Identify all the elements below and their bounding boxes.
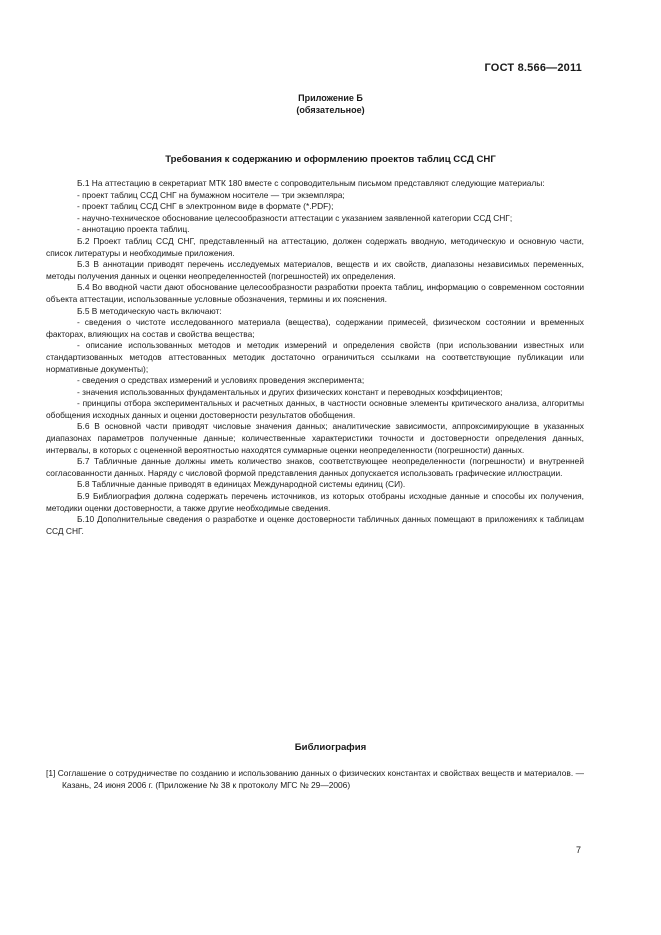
list-item: - проект таблиц ССД СНГ в электронном виде в формате (*.PDF); — [77, 201, 334, 212]
list-item: - сведения о чистоте исследованного материала (вещества), содержании примесей, физическом состоянии и временных факторах, влияющих на состав и свойства вещества; — [46, 317, 584, 339]
list-item: - проект таблиц ССД СНГ на бумажном носителе — три экземпляра; — [77, 189, 345, 200]
appendix-heading — [0, 92, 661, 116]
standard-number: ГОСТ 8.566—2011 — [484, 62, 582, 74]
section-title: Требования к содержанию и оформлению проектов таблиц ССД СНГ — [165, 154, 496, 165]
appendix-label: Приложение Б — [298, 93, 363, 103]
list-item: - описание использованных методов и методик измерений и определения свойств (при использовании известных или стандартизованных методов аттестованных методик достаточно ограничиться ссылками на соответствующие публикации или нормативные документы); — [46, 340, 584, 374]
paragraph-b3: Б.3 В аннотации приводят перечень исследуемых материалов, веществ и их свойств, диапазоны независимых переменных, методы получения данных и оценки неопределенностей (погрешностей) их определения. — [46, 259, 584, 281]
paragraph-b8: Б.8 Табличные данные приводят в единицах Международной системы единиц (СИ). — [77, 479, 406, 490]
bibliography-list — [46, 768, 584, 791]
body-text — [46, 178, 584, 537]
bibliography-title: Библиография — [294, 742, 367, 753]
list-item: - значения использованных фундаментальных и других физических констант и переводных коэффициентов; — [77, 386, 503, 397]
list-item: - принципы отбора экспериментальных и расчетных данных, в частности основные элементы критического анализа, алгоритмы обобщения исходных данных и оценки достоверности результатов обобщения. — [46, 398, 584, 420]
paragraph-b4: Б.4 Во вводной части дают обоснование целесообразности разработки проекта таблиц, информацию о современном состоянии объекта аттестации, использованные условные обозначения, термины и их пояснения. — [46, 282, 584, 304]
appendix-status: (обязательное) — [296, 105, 365, 115]
paragraph-b1: Б.1 На аттестацию в секретариат МТК 180 вместе с сопроводительным письмом представляют следующие материалы: — [77, 178, 545, 188]
paragraph-b6: Б.6 В основной части приводят числовые значения данных; аналитические зависимости, аппроксимирующие в указанных диапазонах параметров полученные данные; количественные характеристики точности и достоверности определения данных, интервалы, в которых с оцененной вероятностью находятся суммарные оценки неопределенности (погрешности) данных. — [46, 421, 584, 455]
list-item: - научно-техническое обоснование целесообразности аттестации с указанием заявленной категории ССД СНГ; — [77, 212, 513, 223]
list-item: - аннотацию проекта таблиц. — [77, 224, 190, 235]
paragraph-b5: Б.5 В методическую часть включают: — [77, 305, 222, 316]
list-item: - сведения о средствах измерений и условиях проведения эксперимента; — [77, 375, 365, 386]
paragraph-b10: Б.10 Дополнительные сведения о разработке и оценке достоверности табличных данных помещают в приложениях к таблицам ССД СНГ. — [46, 514, 584, 536]
page-number: 7 — [575, 845, 581, 855]
paragraph-b2: Б.2 Проект таблиц ССД СНГ, представленный на аттестацию, должен содержать вводную, методическую и основную части, список литературы и необходимые приложения. — [46, 235, 584, 258]
paragraph-b7: Б.7 Табличные данные должны иметь количество знаков, соответствующее неопределенности (погрешности) и внутренней согласованности данных. Наряду с числовой формой представления данных допускается использовать графические иллюстрации. — [46, 456, 584, 478]
bibliography-entry: [1] Соглашение о сотрудничестве по созданию и использованию данных о физических константах и свойствах веществ и материалов. — Казань, 24 июня 2006 г. (Приложение № 38 к протоколу МГС № 29—2006) — [46, 768, 584, 790]
paragraph-b9: Б.9 Библиография должна содержать перечень источников, из которых отобраны исходные данные и способы их получения, методики оценки достоверности, а также другие необходимые сведения. — [46, 491, 584, 513]
